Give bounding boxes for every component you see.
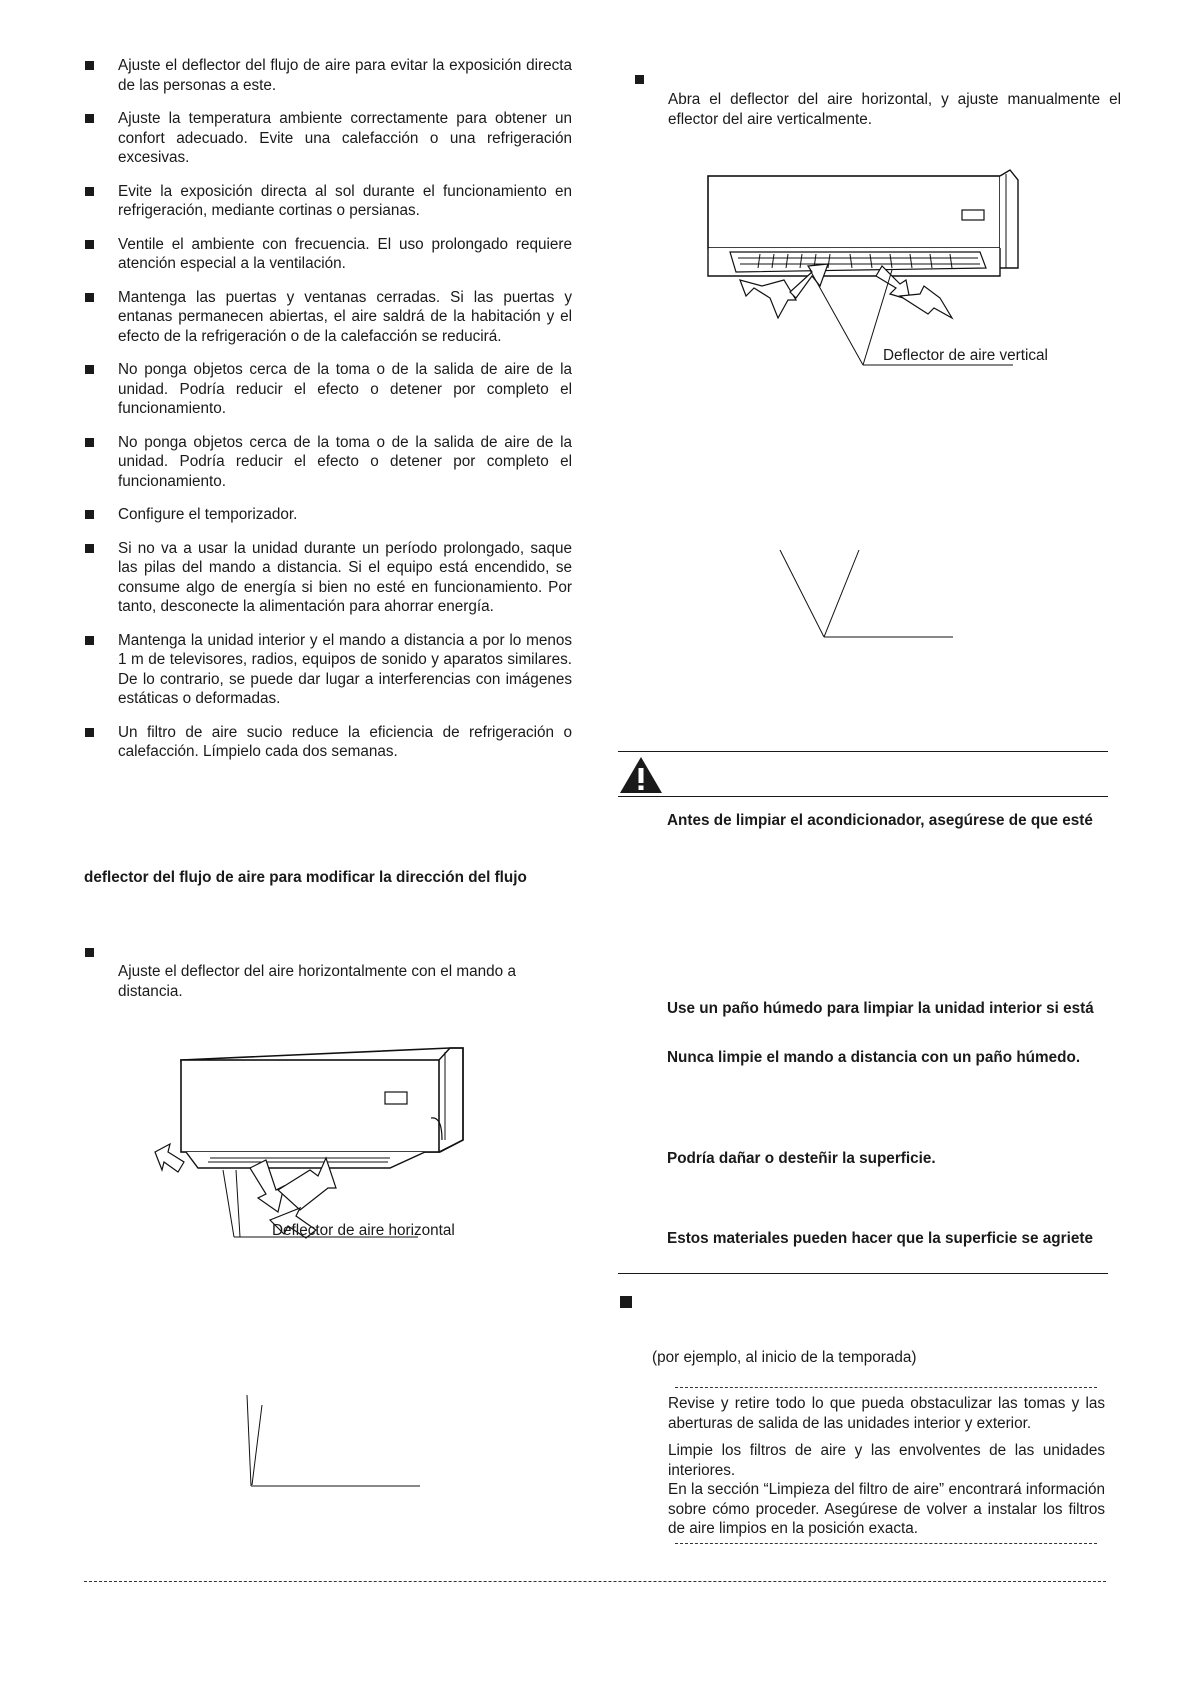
square-bullet-icon	[85, 293, 94, 302]
square-bullet-icon	[85, 187, 94, 196]
vertical-instruction: Abra el deflector del aire horizontal, y ajuste manualmente el eflector del aire verticalmente.	[668, 91, 1121, 128]
square-bullet-icon	[85, 365, 94, 374]
square-bullet-icon	[635, 75, 644, 84]
list-item: Si no va a usar la unidad durante un período prolongado, saque las pilas del mando a distancia. Si el equipo está encendido, se consume algo de energía si bien no esté en funcionamiento. Por tanto, desconecte la alimentación para ahorrar energía.	[84, 539, 572, 617]
square-bullet-icon	[85, 61, 94, 70]
square-bullet-icon	[85, 240, 94, 249]
list-item: Evite la exposición directa al sol durante el funcionamiento en refrigeración, mediante cortinas o persianas.	[84, 182, 572, 221]
tips-list	[84, 56, 572, 776]
vertical-deflector-illustration	[700, 168, 1030, 368]
square-bullet-icon	[85, 948, 94, 957]
warning-line: Antes de limpiar el acondicionador, asegúrese de que esté	[667, 812, 1093, 829]
vertical-deflector-label: Deflector de aire vertical	[883, 347, 1048, 364]
square-bullet-icon	[85, 510, 94, 519]
list-item: Ajuste la temperatura ambiente correctamente para obtener un confort adecuado. Evite una calefacción o una refrigeración excesivas.	[84, 109, 572, 168]
season-paragraph: Limpie los filtros de aire y las envolventes de las unidades interiores.	[668, 1442, 1105, 1479]
list-item: Mantenga la unidad interior y el mando a distancia a por lo menos 1 m de televisores, radios, equipos de sonido y aparatos similares. De lo contrario, se puede dar lugar a interferencias con imágenes estáticas o deformadas.	[84, 631, 572, 709]
warning-triangle-icon	[618, 755, 664, 795]
season-paragraph: En la sección “Limpieza del filtro de aire” encontrará información sobre cómo proceder. Asegúrese de volver a instalar los filtros de aire limpios en la posición exacta.	[668, 1481, 1105, 1537]
list-item: No ponga objetos cerca de la toma o de la salida de aire de la unidad. Podría reducir el efecto o detener por completo el funcionamiento.	[84, 433, 572, 492]
leader-lines-right	[778, 548, 958, 640]
square-bullet-icon	[620, 1296, 632, 1308]
dashed-divider	[675, 1387, 1097, 1388]
square-bullet-icon	[85, 544, 94, 553]
warning-line: Estos materiales pueden hacer que la superficie se agriete	[667, 1230, 1093, 1247]
list-item: Ajuste el deflector del flujo de aire para evitar la exposición directa de las personas a este.	[84, 56, 572, 95]
list-item: Un filtro de aire sucio reduce la eficiencia de refrigeración o calefacción. Límpielo cada dos semanas.	[84, 723, 572, 762]
season-paragraph: Revise y retire todo lo que pueda obstaculizar las tomas y las aberturas de salida de las unidades interior y exterior.	[668, 1395, 1105, 1432]
horizontal-deflector-label: Deflector de aire horizontal	[272, 1222, 455, 1239]
warning-line: Podría dañar o desteñir la superficie.	[667, 1150, 936, 1167]
square-bullet-icon	[85, 636, 94, 645]
warning-bottom-rule	[618, 1273, 1108, 1274]
list-item: No ponga objetos cerca de la toma o de la salida de aire de la unidad. Podría reducir el efecto o detener por completo el funcionamiento.	[84, 360, 572, 419]
warning-top-rule	[618, 751, 1108, 752]
list-item: Ventile el ambiente con frecuencia. El uso prolongado requiere atención especial a la ventilación.	[84, 235, 572, 274]
season-subtitle: (por ejemplo, al inicio de la temporada)	[652, 1349, 917, 1366]
square-bullet-icon	[85, 114, 94, 123]
square-bullet-icon	[85, 728, 94, 737]
list-item: Mantenga las puertas y ventanas cerradas. Si las puertas y entanas permanecen abiertas, el aire saldrá de la habitación y el efecto de la refrigeración o de la calefacción se reducirá.	[84, 288, 572, 347]
warning-mid-rule	[618, 796, 1108, 797]
warning-line: Use un paño húmedo para limpiar la unidad interior si está	[667, 1000, 1094, 1017]
horizontal-instruction: Ajuste el deflector del aire horizontalmente con el mando a distancia.	[118, 963, 516, 1000]
square-bullet-icon	[85, 438, 94, 447]
leader-lines-left	[245, 1395, 425, 1490]
list-item: Configure el temporizador.	[84, 505, 572, 525]
warning-line: Nunca limpie el mando a distancia con un paño húmedo.	[667, 1049, 1081, 1066]
deflector-heading: deflector del flujo de aire para modificar la dirección del flujo	[84, 869, 527, 886]
horizontal-deflector-illustration	[150, 1040, 470, 1250]
footer-divider	[84, 1581, 1106, 1582]
dashed-divider	[675, 1543, 1097, 1544]
